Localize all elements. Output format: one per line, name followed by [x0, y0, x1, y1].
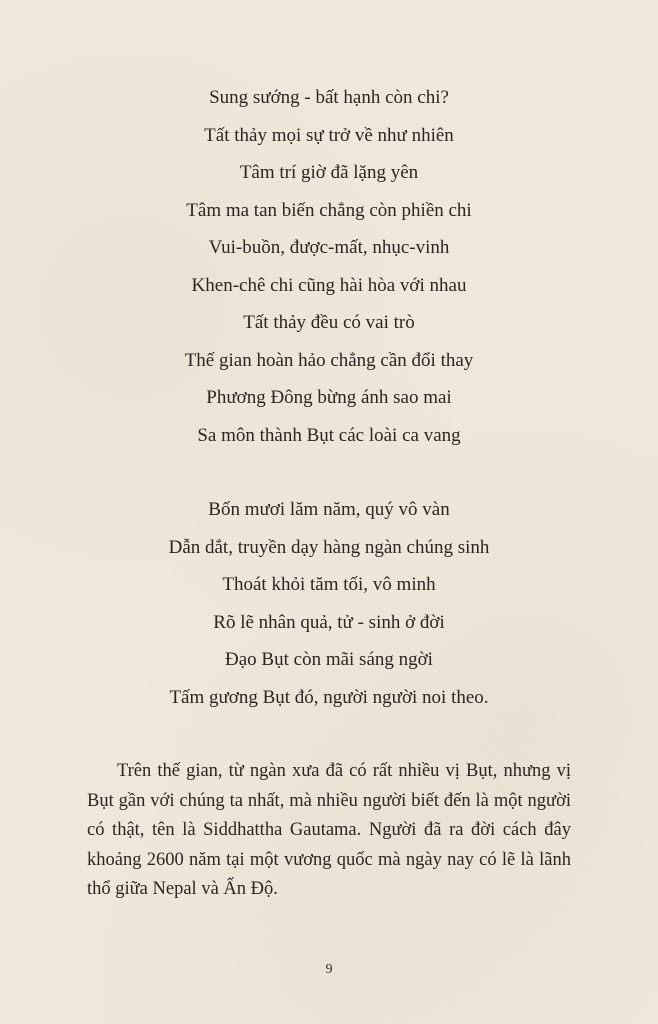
poem-line: Rõ lẽ nhân quả, tử - sinh ở đời [213, 611, 445, 633]
poem-line: Tâm ma tan biến chẳng còn phiền chi [186, 199, 472, 221]
poem-line: Thế gian hoàn hảo chẳng cần đổi thay [184, 349, 474, 371]
poem-line: Tấm gương Bụt đó, người người noi theo. [169, 686, 489, 708]
poem-line: Tất thảy đều có vai trò [243, 312, 415, 333]
poem-line: Vui-buồn, được-mất, nhục-vinh [208, 237, 450, 258]
poem-line: Bốn mươi lăm năm, quý vô vàn [208, 499, 450, 520]
poem-line: Sa môn thành Bụt các loài ca vang [197, 424, 461, 446]
poem-line: Phương Đông bừng ánh sao mai [206, 387, 452, 408]
poem-stanza-2 [0, 491, 658, 716]
poem-line: Thoát khỏi tăm tối, vô minh [222, 574, 436, 595]
poem-line: Tất thảy mọi sự trở về như nhiên [204, 124, 454, 146]
poem-line: Khen-chê chi cũng hài hòa với nhau [191, 274, 467, 296]
page-number: 9 [325, 962, 333, 977]
poem-stanza-1 [0, 79, 658, 454]
poem-line: Đạo Bụt còn mãi sáng ngời [225, 649, 433, 670]
poem-line: Tâm trí giờ đã lặng yên [239, 162, 419, 183]
body-paragraph: Trên thế gian, từ ngàn xưa đã có rất nhiều vị Bụt, nhưng vị Bụt gần với chúng ta nhất, mà nhiều người biết đến là một người có thật, tên là Siddhattha Gautama. Người đã ra đời cách đây khoảng 2600 năm tại một vương quốc mà ngày nay có lẽ là lãnh thổ giữa Nepal và Ấn Độ. [87, 761, 571, 899]
poem-line: Sung sướng - bất hạnh còn chi? [209, 87, 449, 108]
poem-line: Dẫn dắt, truyền dạy hàng ngàn chúng sinh [168, 536, 490, 558]
